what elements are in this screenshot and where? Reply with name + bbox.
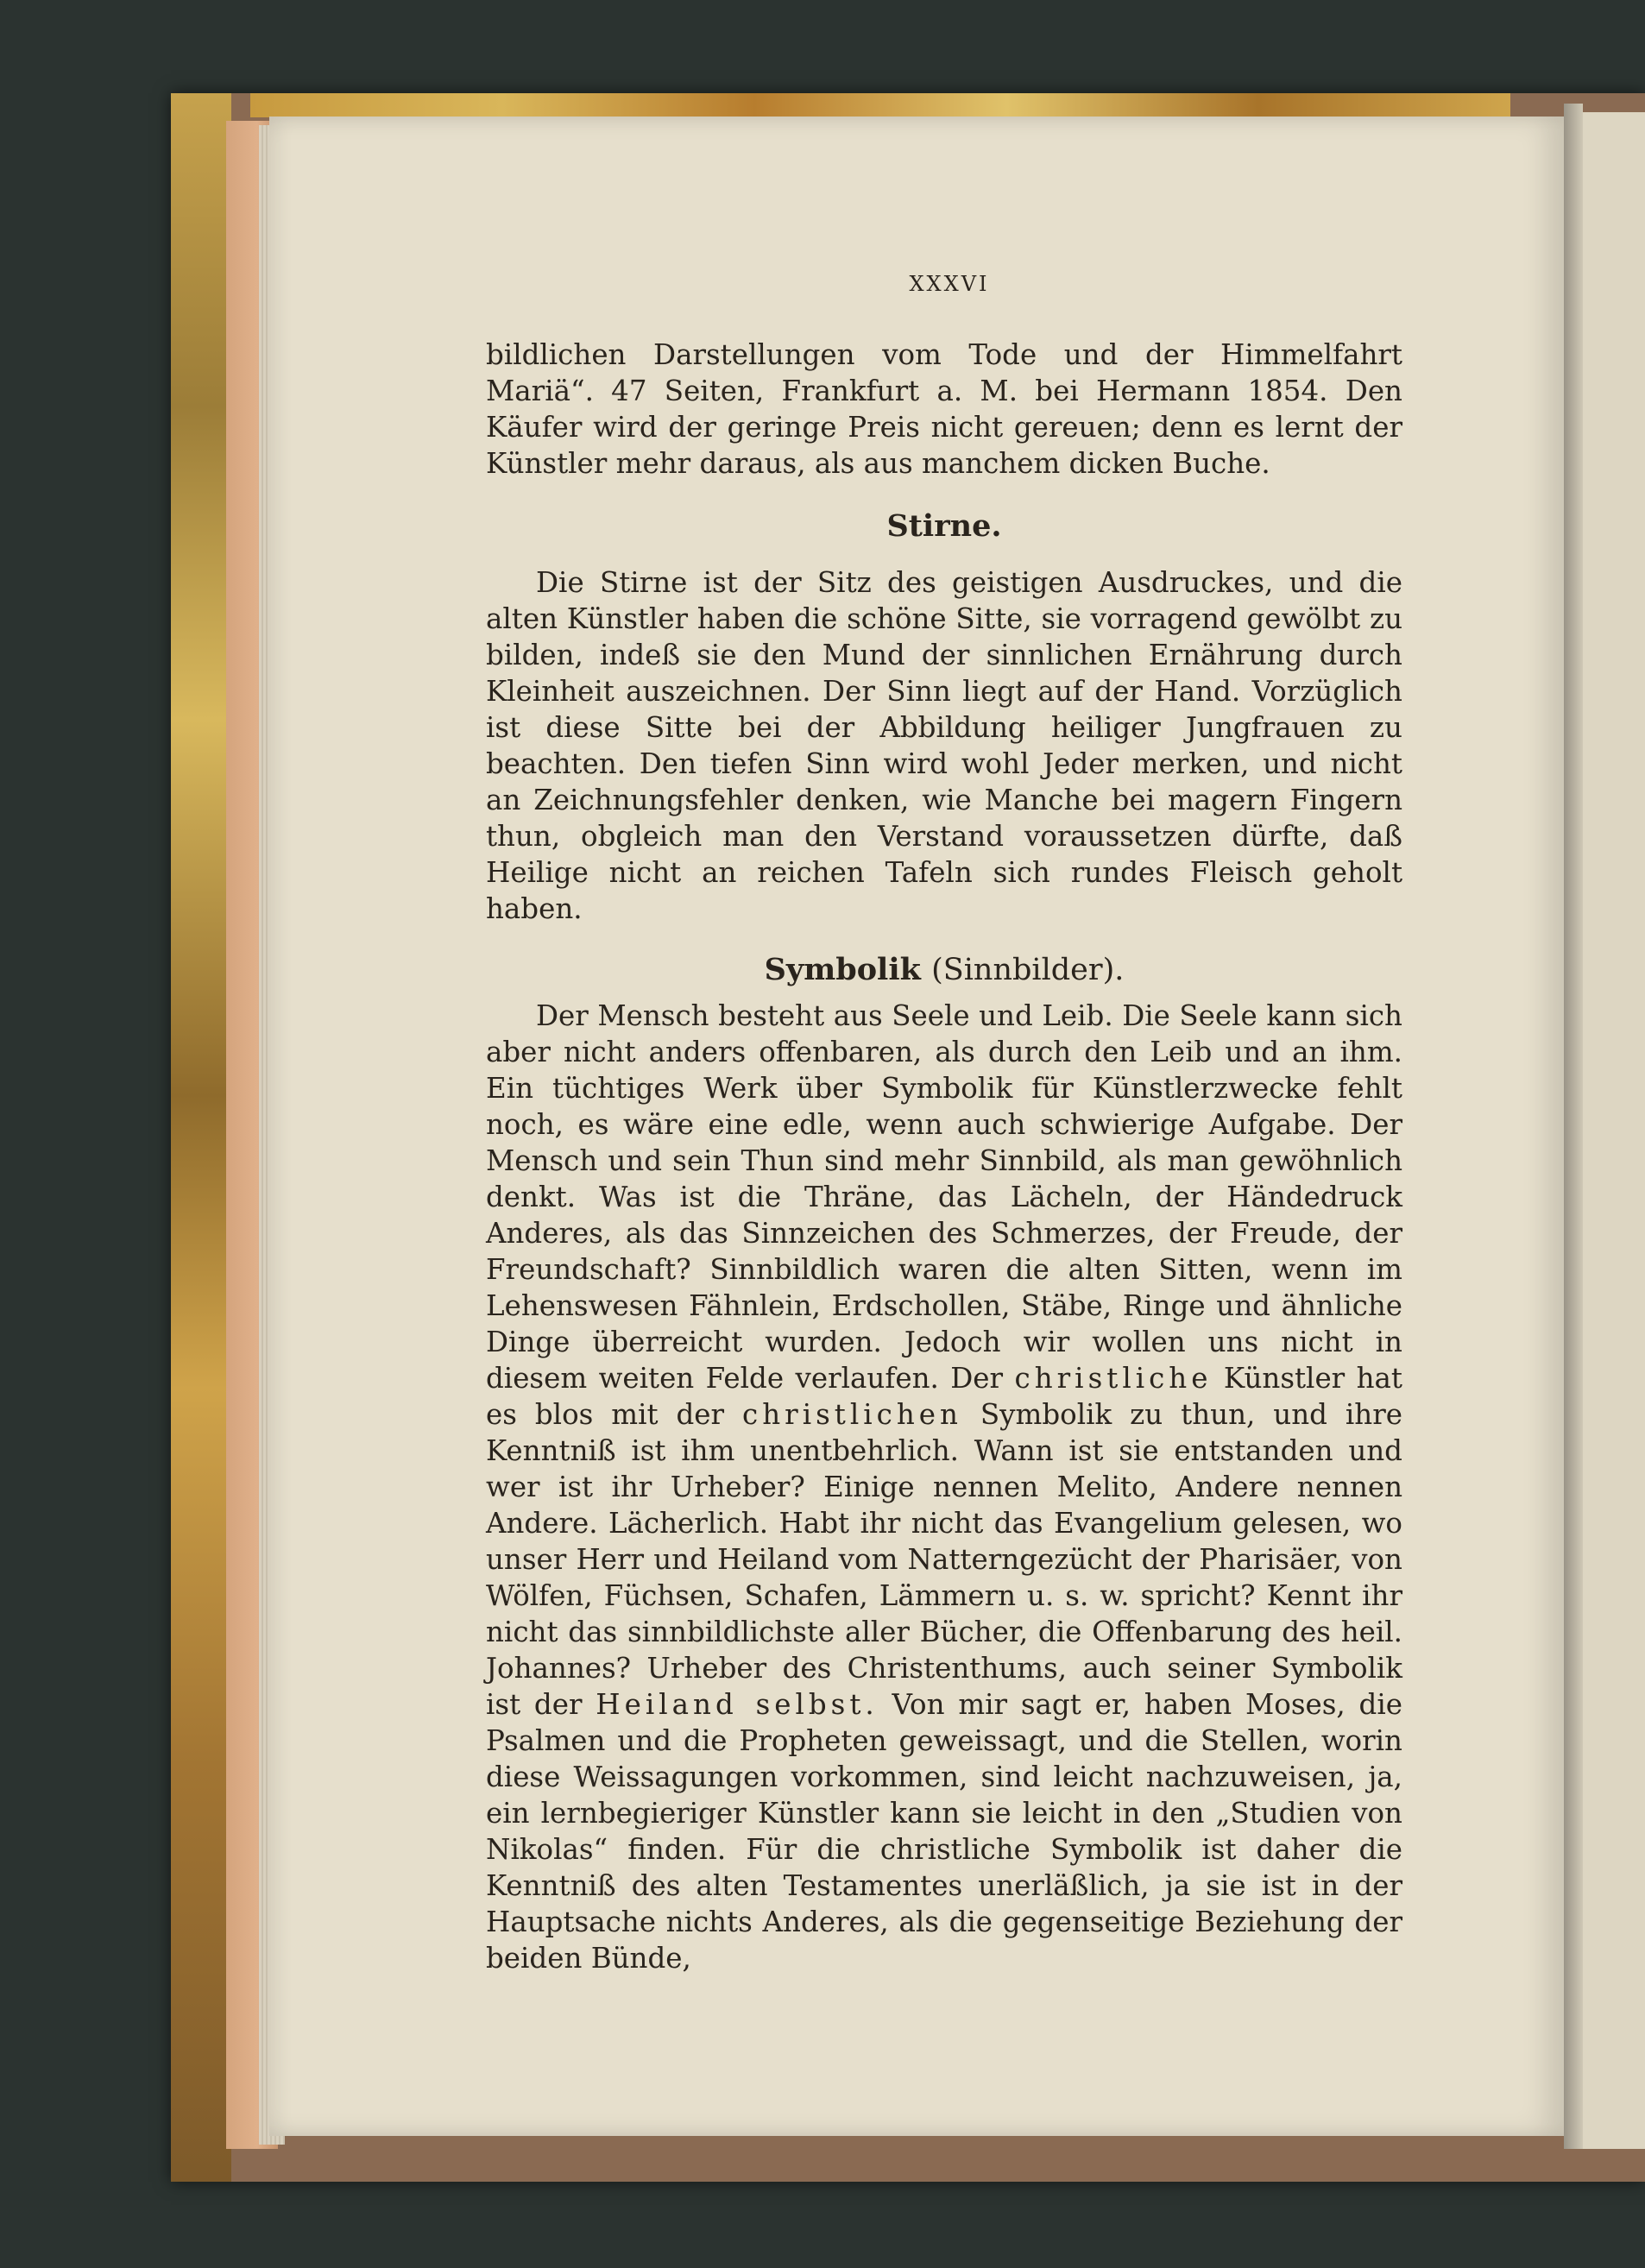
- symbolik-text-2: Künstler hat es blos mit der: [486, 1362, 1402, 1431]
- book-gutter: [1564, 104, 1583, 2149]
- heading-symbolik-plain: (Sinnbilder).: [931, 953, 1125, 987]
- stirne-paragraph: Die Stirne ist der Sitz des geistigen Ausdruckes, und die alten Künstler haben die schöne Sitte, sie vorragend gewölbt zu bilden, indeß sie den Mund der sinnlichen Ernährung durch Kleinheit auszeichnen. Der Sinn liegt auf der Hand. Vorzüglich ist diese Sitte bei der Abbildung heiliger Jungfrauen zu beachten. Den tiefen Sinn wird wohl Jeder merken, und nicht an Zeichnungsfehler denken, wie Manche bei magern Fingern thun, obgleich man den Verstand voraussetzen dürfte, daß Heilige nicht an reichen Tafeln sich rundes Fleisch geholt haben.: [486, 566, 1402, 925]
- symbolik-paragraph: [486, 998, 1402, 1976]
- intro-paragraph: bildlichen Darstellungen vom Tode und der Himmelfahrt Mariä“. 47 Seiten, Frankfurt a. M. bei Hermann 1854. Den Käufer wird der geringe Preis nicht gereuen; denn es lernt der Künstler mehr daraus, als aus manchem dicken Buche.: [486, 338, 1402, 480]
- facing-page-edge: [1583, 112, 1645, 2149]
- symbolik-text-4: Von mir sagt er, haben Moses, die Psalmen und die Propheten geweissagt, und die Stellen, worin diese Weissagungen vorkommen, sind leicht nachzuweisen, ja, ein lernbegieriger Künstler kann sie leicht in den „Studien von Nikolas“ finden. Für die christliche Symbolik ist daher die Kenntniß des alten Testamentes unerläßlich, ja sie ist in der Hauptsache nichts Anderes, als die gegenseitige Beziehung der beiden Bünde,: [486, 1688, 1402, 1975]
- section-heading-symbolik: [486, 951, 1402, 989]
- marbled-edge-top: [250, 93, 1510, 117]
- symbolik-spaced-2: christlichen: [742, 1398, 962, 1431]
- heading-symbolik-bold: Symbolik: [764, 952, 921, 987]
- symbolik-text-1: Der Mensch besteht aus Seele und Leib. Die Seele kann sich aber nicht anders offenbaren, als durch den Leib und an ihm. Ein tüchtiges Werk über Symbolik für Künstlerzwecke fehlt noch, es wäre eine edle, wenn auch schwierige Aufgabe. Der Mensch und sein Thun sind mehr Sinnbild, als man gewöhnlich denkt. Was ist die Thräne, das Lächeln, der Händedruck Anderes, als das Sinnzeichen des Schmerzes, der Freude, der Freundschaft? Sinnbildlich waren die alten Sitten, wenn im Lehenswesen Fähnlein, Erdschollen, Stäbe, Ringe und ähnliche Dinge überreicht wurden. Jedoch wir wollen uns nicht in diesem weiten Felde verlaufen. Der: [486, 999, 1402, 1395]
- marbled-cover-edge: [171, 93, 231, 2182]
- section-heading-stirne: Stirne.: [886, 508, 1002, 544]
- symbolik-spaced-1: christliche: [1014, 1362, 1213, 1395]
- symbolik-text-3: Symbolik zu thun, und ihre Kenntniß ist ihm unentbehrlich. Wann ist sie entstanden und wer ist ihr Urheber? Einige nennen Melito, Andere nennen Andere. Lächerlich. Habt ihr nicht das Evangelium gelesen, wo unser Herr und Heiland vom Natterngezücht der Pharisäer, von Wölfen, Füchsen, Schafen, Lämmern u. s. w. spricht? Kennt ihr nicht das sinnbildlichste aller Bücher, die Offenbarung des heil. Johannes? Urheber des Christenthums, auch seiner Symbolik ist der: [486, 1398, 1402, 1721]
- symbolik-spaced-3: Heiland selbst.: [596, 1688, 879, 1721]
- page-text-block: [486, 285, 1402, 1976]
- page-number: XXXVI: [909, 272, 990, 296]
